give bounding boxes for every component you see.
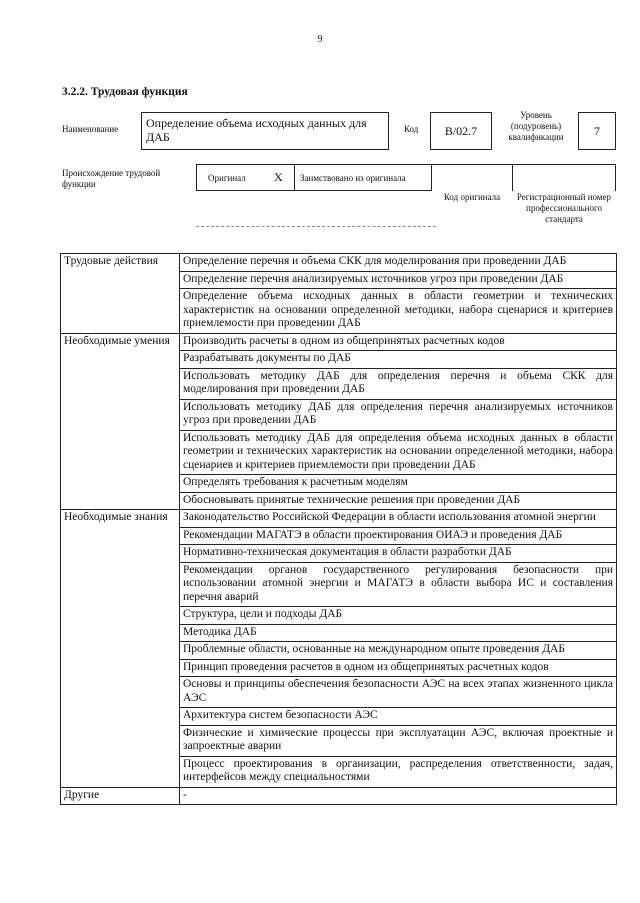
knowledge-item: Процесс проектирования в организации, распределения ответственности, задач, интерфейсов между специальностями	[180, 756, 617, 787]
knowledge-item: Методика ДАБ	[180, 624, 617, 642]
level-label: Уровень (подуровень) квалификации	[508, 110, 564, 142]
other-label: Другие	[61, 787, 180, 805]
skills-item: Использовать методику ДАБ для определения перечня и объема СКК для моделирования при проведении ДАБ	[180, 368, 617, 399]
knowledge-item: Основы и принципы обеспечения безопасности АЭС на всех этапах жизненного цикла АЭС	[180, 677, 617, 708]
function-table	[60, 253, 617, 805]
level-value: 7	[578, 112, 616, 150]
table-row	[61, 333, 617, 351]
code-value: B/02.7	[430, 112, 492, 150]
skills-label: Необходимые умения	[61, 333, 180, 510]
table-row	[61, 254, 617, 272]
knowledge-item: Физические и химические процессы при эксплуатации АЭС, включая проектные и запроектные аварии	[180, 725, 617, 756]
section-title: 3.2.2. Трудовая функция	[62, 86, 188, 98]
skills-item: Определять требования к расчетным моделям	[180, 475, 617, 493]
other-value: -	[180, 787, 617, 805]
origin-bottom-line	[196, 190, 432, 191]
knowledge-item: Структура, цели и подходы ДАБ	[180, 607, 617, 625]
knowledge-item: Рекомендации органов государственного регулирования безопасности при использовании атомной энергии и МАГАТЭ в области выбора ИС и составления перечня аварий	[180, 562, 617, 607]
origin-divider	[512, 165, 513, 191]
table-row	[61, 510, 617, 528]
labor-actions-label: Трудовые действия	[61, 254, 180, 334]
labor-actions-item: Определение перечня анализируемых источников угроз при проведении ДАБ	[180, 271, 617, 289]
knowledge-item: Архитектура систем безопасности АЭС	[180, 708, 617, 726]
origin-divider	[431, 165, 432, 191]
origin-divider	[294, 165, 295, 191]
page-number: 9	[317, 34, 323, 45]
name-box	[141, 112, 389, 150]
labor-actions-item: Определение перечня и объема СКК для моделирования при проведении ДАБ	[180, 254, 617, 272]
origin-strip	[196, 164, 616, 190]
knowledge-item: Нормативно-техническая документация в области разработки ДАБ	[180, 545, 617, 563]
origin-divider	[196, 165, 197, 191]
table-row	[61, 787, 617, 805]
origin-label: Происхождение трудовой функции	[62, 168, 161, 189]
knowledge-item: Законодательство Российской Федерации в области использования атомной энергии	[180, 510, 617, 528]
knowledge-label: Необходимые знания	[61, 510, 180, 788]
skills-item: Обосновывать принятые технические решения при проведении ДАБ	[180, 492, 617, 510]
knowledge-item: Принцип проведения расчетов в одном из общепринятых расчетных кодов	[180, 659, 617, 677]
code-original-label: Код оригинала	[443, 192, 501, 202]
original-mark: X	[274, 170, 283, 184]
original-label: Оригинал	[208, 173, 246, 183]
function-table-body	[61, 254, 617, 805]
dashed-separator	[196, 226, 436, 227]
skills-item: Использовать методику ДАБ для определения перечня анализируемых источников угроз при проведении ДАБ	[180, 399, 617, 430]
origin-divider	[615, 165, 616, 191]
labor-actions-item: Определение объема исходных данных в области геометрии и технических характеристик на основании определенной методики, набора сценарися и критериев приемлемости при проведении ДАБ	[180, 289, 617, 334]
borrowed-label: Заимствовано из оригинала	[300, 173, 406, 183]
name-value: Определение объема исходных данных для ДАБ	[146, 116, 367, 144]
skills-item: Использовать методику ДАБ для определения объема исходных данных в области геометрии и технических характеристик на основании определенной методики, набора сценариев и критериев приемлемости при проведении ДАБ	[180, 430, 617, 475]
reg-number-label: Регистрационный номер профессионального стандарта	[516, 192, 612, 224]
knowledge-item: Проблемные области, основанные на международном опыте проведения ДАБ	[180, 642, 617, 660]
skills-item: Разрабатывать документы по ДАБ	[180, 351, 617, 369]
skills-item: Производить расчеты в одном из общепринятых расчетных кодов	[180, 333, 617, 351]
code-label: Код	[404, 124, 419, 134]
knowledge-item: Рекомендации МАГАТЭ в области проектирования ОИАЭ и проведения ДАБ	[180, 527, 617, 545]
name-label: Наименование	[62, 124, 119, 134]
